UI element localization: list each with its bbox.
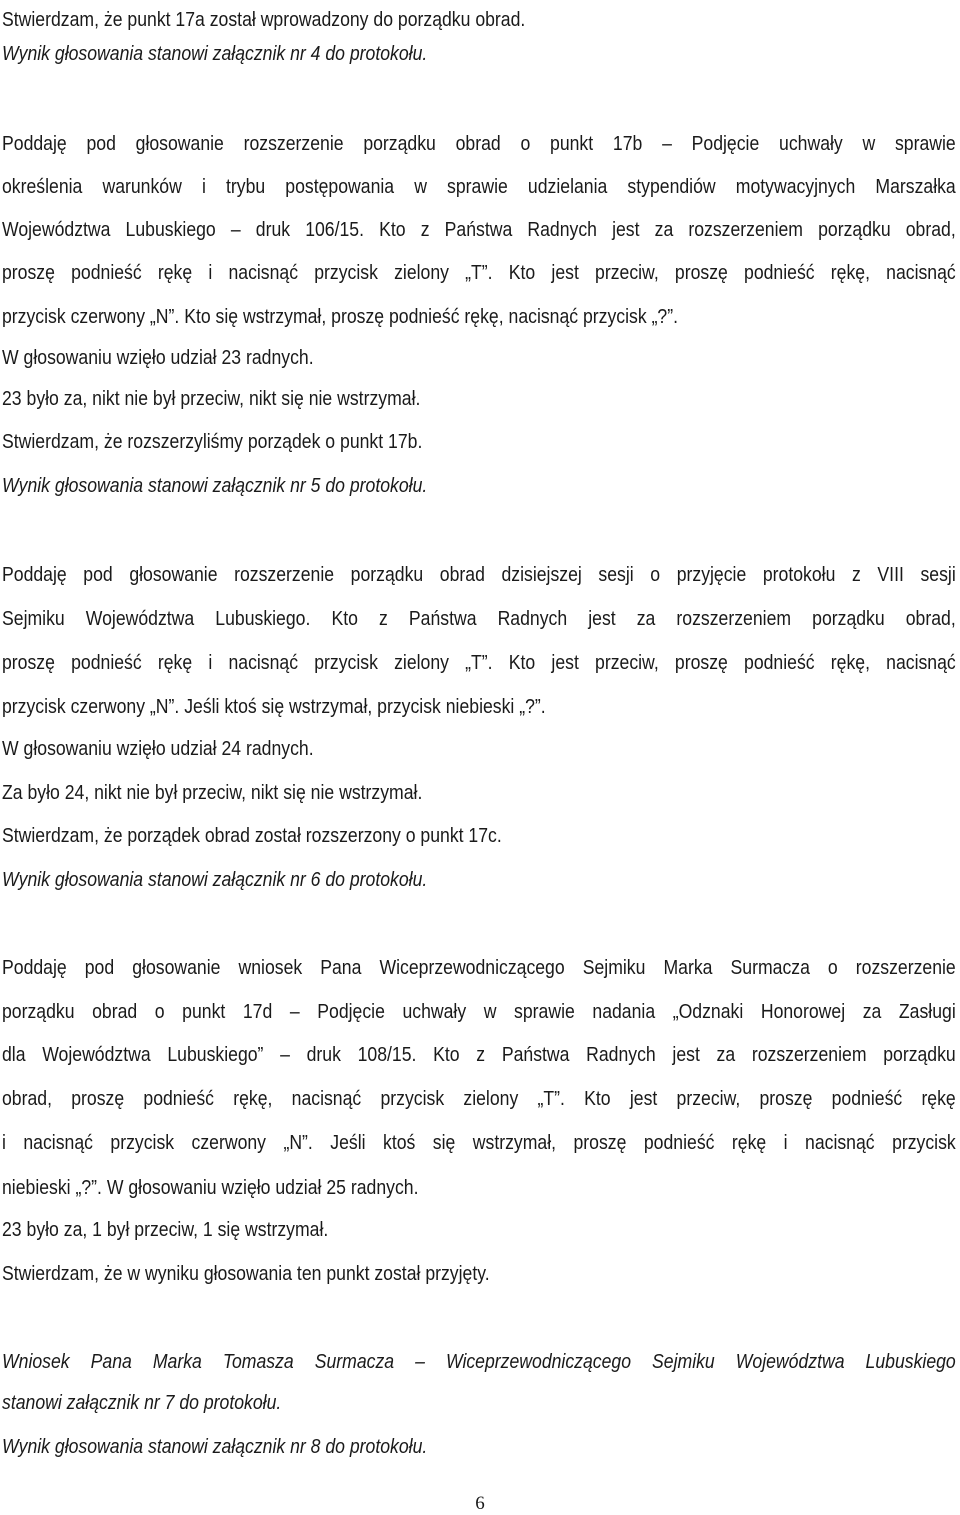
- text-line: określenia warunków i trybu postępowania w sprawie udzielania stypendiów motywacyjnych Marszałka: [2, 175, 956, 198]
- text-line: porządku obrad o punkt 17d – Podjęcie uchwały w sprawie nadania „Odznaki Honorowej za Zasługi: [2, 1000, 956, 1023]
- text-line: Stwierdzam, że rozszerzyliśmy porządek o punkt 17b.: [2, 430, 423, 453]
- text-line: przycisk czerwony „N”. Kto się wstrzymał, proszę podnieść rękę, nacisnąć przycisk „?”.: [2, 305, 679, 328]
- text-line: Wynik głosowania stanowi załącznik nr 8 do protokołu.: [2, 1435, 428, 1458]
- text-line: W głosowaniu wzięło udział 23 radnych.: [2, 346, 314, 369]
- text-line: Poddaję pod głosowanie wniosek Pana Wiceprzewodniczącego Sejmiku Marka Surmacza o rozszerzenie: [2, 956, 956, 979]
- text-line: niebieski „?”. W głosowaniu wzięło udział 25 radnych.: [2, 1176, 419, 1199]
- text-line: i nacisnąć przycisk czerwony „N”. Jeśli ktoś się wstrzymał, proszę podnieść rękę i nacisnąć przycisk: [2, 1131, 956, 1154]
- text-line: Stwierdzam, że punkt 17a został wprowadzony do porządku obrad.: [2, 8, 526, 31]
- text-line: Wniosek Pana Marka Tomasza Surmacza – Wiceprzewodniczącego Sejmiku Województwa Lubuskiego: [2, 1350, 956, 1373]
- text-line: stanowi załącznik nr 7 do protokołu.: [2, 1391, 282, 1414]
- text-line: proszę podnieść rękę i nacisnąć przycisk zielony „T”. Kto jest przeciw, proszę podnieść rękę, nacisnąć: [2, 261, 956, 284]
- text-line: Wynik głosowania stanowi załącznik nr 4 do protokołu.: [2, 42, 428, 65]
- text-line: 23 było za, 1 był przeciw, 1 się wstrzymał.: [2, 1218, 329, 1241]
- text-line: Województwa Lubuskiego – druk 106/15. Kto z Państwa Radnych jest za rozszerzeniem porządku obrad,: [2, 218, 956, 241]
- text-line: Poddaję pod głosowanie rozszerzenie porządku obrad o punkt 17b – Podjęcie uchwały w sprawie: [2, 132, 956, 155]
- text-line: Sejmiku Województwa Lubuskiego. Kto z Państwa Radnych jest za rozszerzeniem porządku obrad,: [2, 607, 956, 630]
- text-line: Poddaję pod głosowanie rozszerzenie porządku obrad dzisiejszej sesji o przyjęcie protokołu z VIII sesji: [2, 563, 956, 586]
- text-line: W głosowaniu wzięło udział 24 radnych.: [2, 737, 314, 760]
- text-line: obrad, proszę podnieść rękę, nacisnąć przycisk zielony „T”. Kto jest przeciw, proszę podnieść rękę: [2, 1087, 956, 1110]
- text-line: przycisk czerwony „N”. Jeśli ktoś się wstrzymał, przycisk niebieski „?”.: [2, 695, 546, 718]
- text-line: 23 było za, nikt nie był przeciw, nikt się nie wstrzymał.: [2, 387, 421, 410]
- text-line: Wynik głosowania stanowi załącznik nr 6 do protokołu.: [2, 868, 428, 891]
- text-line: Stwierdzam, że porządek obrad został rozszerzony o punkt 17c.: [2, 824, 502, 847]
- text-line: Za było 24, nikt nie był przeciw, nikt się nie wstrzymał.: [2, 781, 423, 804]
- page-number: 6: [475, 1493, 485, 1514]
- text-line: Stwierdzam, że w wyniku głosowania ten punkt został przyjęty.: [2, 1262, 490, 1285]
- text-line: Wynik głosowania stanowi załącznik nr 5 do protokołu.: [2, 474, 428, 497]
- text-line: dla Województwa Lubuskiego” – druk 108/15. Kto z Państwa Radnych jest za rozszerzeniem porządku: [2, 1043, 956, 1066]
- text-line: proszę podnieść rękę i nacisnąć przycisk zielony „T”. Kto jest przeciw, proszę podnieść rękę, nacisnąć: [2, 651, 956, 674]
